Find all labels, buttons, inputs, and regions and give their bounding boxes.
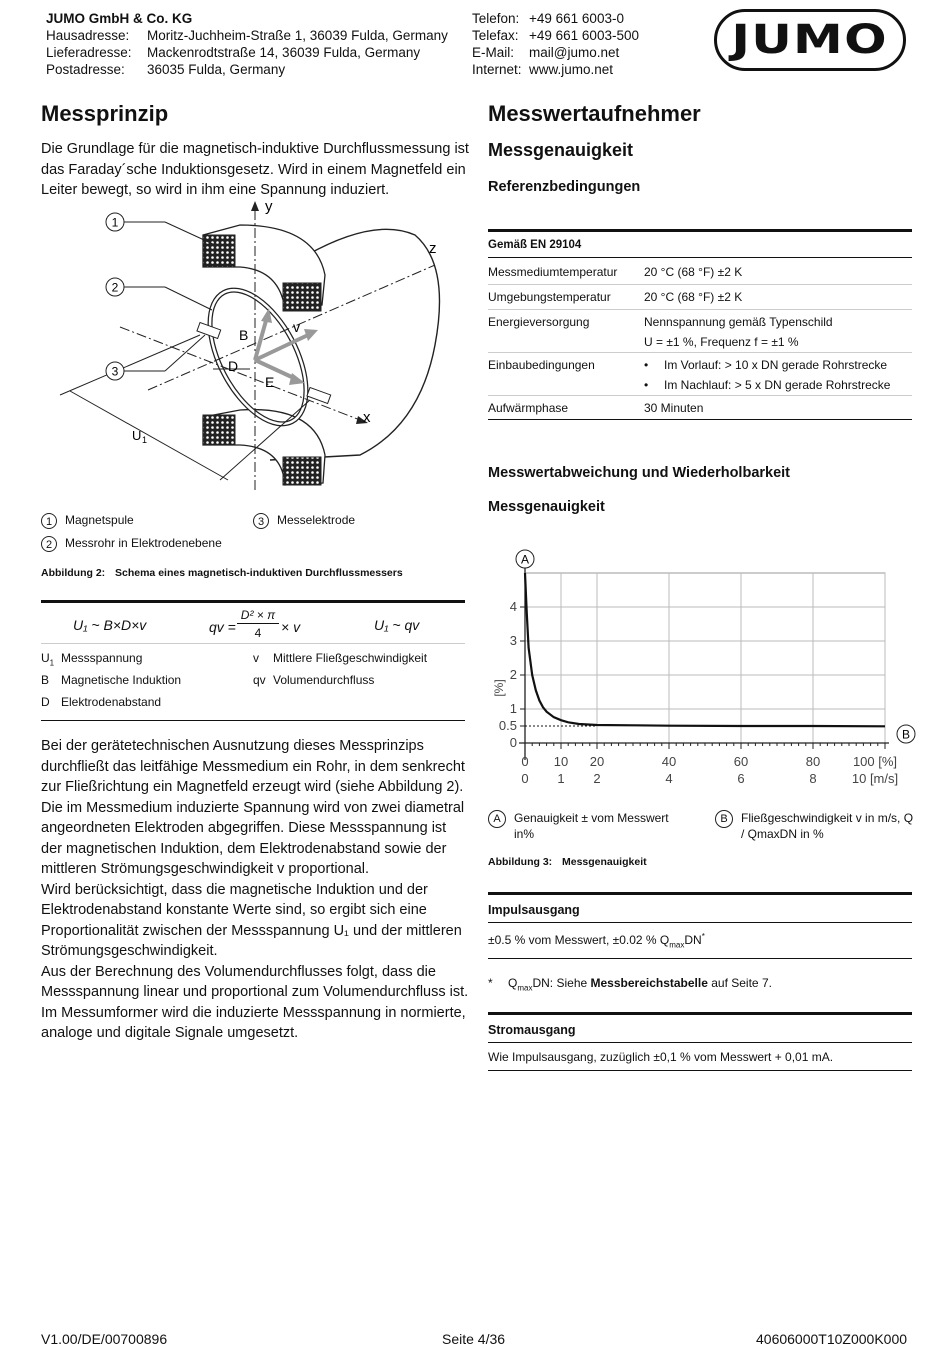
- x-tick-label-ms: 2: [593, 771, 601, 786]
- legend-text: Messelektrode: [277, 513, 356, 527]
- marker-a-label: A: [520, 552, 530, 567]
- plot-frame: [525, 573, 885, 743]
- u1-line: [60, 335, 200, 395]
- y-tick-label: 1: [509, 701, 517, 716]
- legend-item: [41, 535, 271, 552]
- legend-text: Genauigkeit ± vom Messwert in%: [514, 811, 669, 841]
- y-axis-label: [%]: [492, 679, 506, 697]
- chart-legend-item: [715, 810, 915, 842]
- coil-winding: [283, 457, 321, 485]
- address-row: [46, 27, 448, 44]
- contact-block: [472, 10, 639, 78]
- contact-value: www.jumo.net: [529, 62, 614, 77]
- legend-item: [41, 512, 271, 529]
- current-text: Wie Impulsausgang, zuzüglich ±0,1 % vom Messwert + 0,01 mA.: [488, 1050, 834, 1064]
- paragraph: Die im Messmedium induzierte Spannung wird von zwei diametral angeordneten Elektroden abgegriffen. Diese Messspannung ist der magnetischen Induktion, dem Elektrodenabstand sowie der mittleren Strömungsgeschwindigkeit v proportional.: [41, 799, 465, 877]
- spec-row: Aufwärmphase 30 Minuten: [488, 401, 704, 415]
- x-tick-label-percent: 10: [553, 754, 569, 769]
- coil-winding: [203, 415, 235, 445]
- label-b: B: [239, 327, 249, 343]
- address-value: Mackenrodtstraße 14, 36039 Fulda, Germany: [147, 45, 421, 60]
- contact-row: [472, 44, 639, 61]
- logo-text: JUMO: [731, 17, 889, 63]
- x-tick-label-ms: 0: [521, 771, 529, 786]
- address-row: [46, 61, 448, 78]
- paragraph: Wird berücksichtigt, dass die magnetische Induktion und der Elektrodenabstand konstante Werte sind, so ergibt sich eine Proportionalität zwischen der Messspannung U₁ und der mittleren Strömungsgeschwindigkeit.: [41, 881, 462, 959]
- body-text: [41, 736, 469, 1044]
- current-output-box: [488, 1012, 912, 1071]
- subtitle-messgenauigkeit: Messgenauigkeit: [488, 140, 634, 160]
- legend-text: Fließgeschwindigkeit v in m/s, Q / QmaxDN in %: [741, 811, 914, 841]
- paragraph: Aus der Berechnung des Volumendurchflusses folgt, dass die Messspannung linear und proportional zum Volumendurchfluss ist.: [41, 963, 469, 1000]
- label-x: x: [363, 409, 371, 426]
- symbol-row: D Elektrodenabstand: [41, 695, 162, 709]
- section-title-messwertaufnehmer: Messwertaufnehmer: [488, 101, 701, 126]
- spec-row: Energieversorgung Nennspannung gemäß Typenschild U = ±1 %, Frequenz f = ±1 %: [488, 315, 833, 349]
- label-y: y: [265, 198, 273, 215]
- section-title-messprinzip: Messprinzip: [41, 101, 169, 126]
- spec-row: Umgebungstemperatur 20 °C (68 °F) ±2 K: [488, 290, 743, 304]
- chart-legend-item: [488, 810, 688, 842]
- contact-label: E-Mail:: [472, 45, 515, 60]
- paragraph: Bei der gerätetechnischen Ausnutzung dieses Messprinzips durchfließt das leitfähige Messmedium ein Rohr, in dem senkrecht zur Fließrichtung ein Magnetfeld erzeugt wird (siehe Abbildung 2).: [41, 738, 465, 795]
- x-tick-label-ms: 10 [m/s]: [851, 771, 899, 786]
- contact-row: [472, 27, 639, 44]
- y-tick-label: 2: [509, 667, 517, 682]
- formula-qv-numerator: D² × π: [237, 607, 279, 624]
- footnote: * $Q_{max}DN$: Siehe Messbereichstabelle auf Seite 7.: [488, 976, 772, 993]
- heading-accuracy: Messgenauigkeit: [488, 499, 605, 515]
- legend-item: [253, 512, 463, 529]
- formula-row: [41, 603, 465, 643]
- symbol-row: $U_1$ Messspannung: [41, 651, 143, 668]
- legend-letter: A: [488, 810, 506, 828]
- contact-value: +49 661 6003-0: [529, 11, 624, 26]
- footer-doc-id: 40606000T10Z000K000: [756, 1331, 908, 1347]
- legend-text: Magnetspule: [65, 513, 134, 527]
- x-tick-label-ms: 1: [557, 771, 565, 786]
- y-tick-label: 0: [509, 735, 517, 750]
- contact-label: Internet:: [472, 62, 522, 77]
- x-tick-label-ms: 4: [665, 771, 673, 786]
- company-name: JUMO GmbH & Co. KG: [46, 11, 193, 26]
- pulse-output-box: [488, 892, 912, 959]
- principle-diagram: [40, 195, 470, 490]
- label-e: E: [265, 374, 275, 390]
- label-u1: U: [132, 428, 142, 443]
- x-tick-label-percent: 60: [733, 754, 749, 769]
- formula-qv-rhs: × v: [281, 619, 301, 635]
- figure-title: Messgenauigkeit: [562, 856, 647, 868]
- current-heading: Stromausgang: [488, 1023, 576, 1037]
- address-label: Lieferadresse:: [46, 45, 132, 60]
- spec-row: Einbaubedingungen • Im Vorlauf: > 10 x DN gerade Rohrstrecke • Im Nachlauf: > 5 x DN gerade Rohrstrecke: [488, 358, 891, 392]
- footer-page: Seite 4/36: [442, 1331, 506, 1347]
- spec-row: Messmediumtemperatur 20 °C (68 °F) ±2 K: [488, 265, 743, 279]
- y-tick-label: 0.5: [498, 718, 517, 733]
- pulse-heading: Impulsausgang: [488, 903, 580, 917]
- contact-row: [472, 61, 639, 78]
- figure-3-caption: [488, 856, 647, 868]
- x-tick-label-percent: 80: [805, 754, 821, 769]
- formula-qv-lhs: qv =: [209, 619, 236, 635]
- marker-b-label: B: [901, 727, 911, 742]
- address-label: Postadresse:: [46, 62, 125, 77]
- paragraph: Im Messumformer wird die induzierte Messspannung in normierte, analoge und digitale Signale umgesetzt.: [41, 1004, 466, 1041]
- spec-table: [488, 258, 912, 419]
- x-tick-label-percent: 20: [589, 754, 605, 769]
- contact-label: Telefax:: [472, 28, 519, 43]
- x-tick-label-percent: 0: [521, 754, 529, 769]
- symbol-row: B Magnetische Induktion: [41, 673, 182, 687]
- intro-paragraph: Die Grundlage für die magnetisch-induktive Durchflussmessung ist das Faraday´sche Induktionsgesetz. Wird in einem Magnetfeld ein Leiter bewegt, so wird in ihm eine Spannung induziert.: [41, 141, 469, 198]
- figure-title: Schema eines magnetisch-induktiven Durchflussmessers: [115, 567, 403, 579]
- address-row: [46, 44, 448, 61]
- heading-referenzbedingungen: Referenzbedingungen: [488, 179, 641, 195]
- formula-u1-bdv: U₁ ~ B×D×v: [73, 617, 147, 633]
- x-tick-label-percent: 40: [661, 754, 677, 769]
- svg-text:1: 1: [111, 215, 119, 230]
- contact-label: Telefon:: [472, 11, 520, 26]
- footer-version: V1.00/DE/00700896: [41, 1331, 168, 1347]
- company-block: [46, 10, 448, 78]
- y-tick-label: 3: [509, 633, 517, 648]
- accuracy-curve: [525, 573, 885, 726]
- formula-qv-denominator: 4: [254, 626, 262, 640]
- formula-u1-qv: U₁ ~ qv: [374, 617, 420, 633]
- jumo-logo: [714, 9, 906, 71]
- legend-text: Messrohr in Elektrodenebene: [65, 536, 222, 550]
- address-value: 36035 Fulda, Germany: [147, 62, 286, 77]
- svg-text:3: 3: [111, 364, 119, 379]
- heading-deviation: Messwertabweichung und Wiederholbarkeit: [488, 465, 791, 481]
- coil-winding: [203, 235, 235, 267]
- coil-winding: [283, 283, 321, 311]
- label-u1-sub: 1: [142, 435, 148, 445]
- legend-letter: B: [715, 810, 733, 828]
- pulse-text: ±0.5 % vom Messwert, ±0.02 % $Q_{max}DN^*$: [488, 932, 705, 950]
- symbol-list: [41, 650, 465, 720]
- symbol-row: v Mittlere Fließgeschwindigkeit: [253, 651, 428, 665]
- label-z: z: [429, 240, 437, 257]
- svg-text:2: 2: [111, 280, 119, 295]
- figure-number: Abbildung 3:: [488, 856, 553, 868]
- symbol-row: qv Volumendurchfluss: [253, 673, 375, 687]
- accuracy-chart: [485, 530, 925, 792]
- address-label: Hausadresse:: [46, 28, 130, 43]
- label-v: v: [293, 319, 300, 335]
- legend-number: 3: [253, 513, 269, 529]
- formula-table: [41, 600, 465, 721]
- contact-value: +49 661 6003-500: [529, 28, 639, 43]
- y-tick-label: 4: [509, 599, 517, 614]
- contact-row: [472, 10, 639, 27]
- address-value: Moritz-Juchheim-Straße 1, 36039 Fulda, Germany: [147, 28, 448, 43]
- contact-value: mail@jumo.net: [529, 45, 620, 60]
- legend-number: 1: [41, 513, 57, 529]
- reference-table: [488, 229, 912, 420]
- table-header: Gemäß EN 29104: [488, 239, 582, 251]
- x-tick-label-ms: 8: [809, 771, 817, 786]
- label-d: D: [228, 358, 239, 374]
- legend-number: 2: [41, 536, 57, 552]
- figure-2-caption: [41, 567, 403, 579]
- figure-number: Abbildung 2:: [41, 567, 106, 579]
- x-tick-label-ms: 6: [737, 771, 745, 786]
- x-tick-label-percent: 100 [%]: [852, 754, 898, 769]
